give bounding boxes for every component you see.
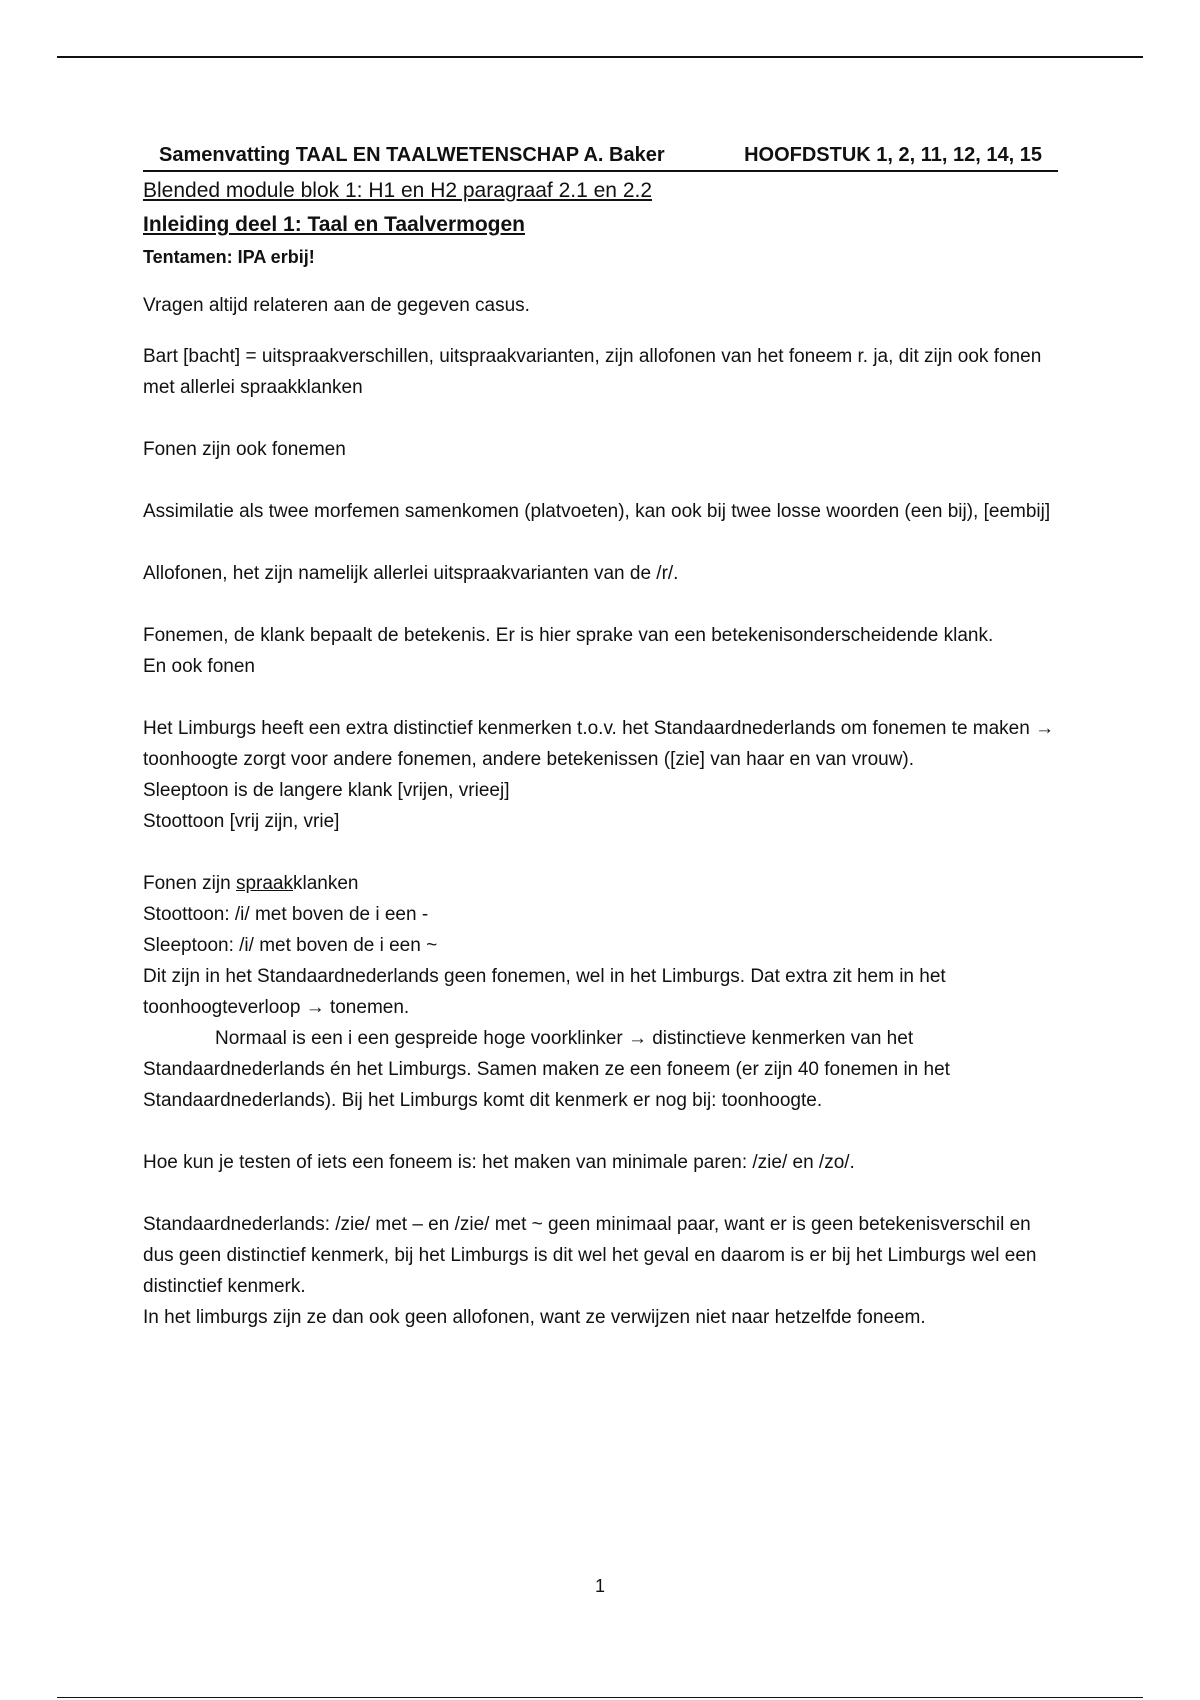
paragraph-line: In het limburgs zijn ze dan ook geen allofonen, want ze verwijzen niet naar hetzelfde foneem. xyxy=(143,1307,926,1328)
paragraph: Fonen zijn ook fonemen xyxy=(143,439,346,460)
paragraph-line xyxy=(143,868,1058,899)
text-run: Fonen zijn xyxy=(143,873,236,894)
paragraph: Assimilatie als twee morfemen samenkomen (platvoeten), kan ook bij twee losse woorden (een bij), [eembij] xyxy=(143,501,1051,522)
underlined-text: spraak xyxy=(235,873,293,894)
paragraph-line: Stoottoon [vrij zijn, vrie] xyxy=(143,811,340,832)
paragraph-line: Sleeptoon is de langere klank [vrijen, vrieej] xyxy=(143,780,510,801)
paragraph-line: En ook fonen xyxy=(143,656,255,677)
document-body xyxy=(143,140,1058,1333)
paragraph: Allofonen, het zijn namelijk allerlei uitspraakvarianten van de /r/. xyxy=(143,563,679,584)
paragraph: Bart [bacht] = uitspraakverschillen, uitspraakvarianten, zijn allofonen van het foneem r. ja, dit zijn ook fonen met allerlei spraakklanken xyxy=(143,346,1042,398)
section-title: Inleiding deel 1: Taal en Taalvermogen xyxy=(143,213,525,236)
paragraph-line: Het Limburgs heeft een extra distinctief kenmerken t.o.v. het Standaardnederlands om fonemen te maken → toonhoogte zorgt voor andere fonemen, andere betekenissen ([zie] van haar en van vrouw). xyxy=(143,718,1055,770)
paragraph: Vragen altijd relateren aan de gegeven casus. xyxy=(143,295,530,316)
bottom-rule xyxy=(57,1697,1143,1698)
paragraph-group xyxy=(143,713,1058,837)
document-header xyxy=(143,140,1058,172)
paragraph: Hoe kun je testen of iets een foneem is: het maken van minimale paren: /zie/ en /zo/. xyxy=(143,1152,855,1173)
page-number: 1 xyxy=(594,1576,605,1596)
paragraph-group xyxy=(143,868,1058,1116)
paragraph-line: Sleeptoon: /i/ met boven de i een ~ xyxy=(143,935,438,956)
blended-module-line: Blended module blok 1: H1 en H2 paragraaf 2.1 en 2.2 xyxy=(143,179,653,202)
paragraph-line: Normaal is een i een gespreide hoge voorklinker → distinctieve kenmerken van het Standaardnederlands én het Limburgs. Samen maken ze een foneem (er zijn 40 fonemen in het Standaardnederlands). Bij het Limburgs komt dit kenmerk er nog bij: toonhoogte. xyxy=(143,1028,950,1111)
exam-note: Tentamen: IPA erbij! xyxy=(143,247,315,267)
header-title-left: Samenvatting TAAL EN TAALWETENSCHAP A. Baker xyxy=(159,144,665,166)
paragraph-group xyxy=(143,1209,1058,1333)
paragraph-line: Fonemen, de klank bepaalt de betekenis. Er is hier sprake van een betekenisonderscheidende klank. xyxy=(143,625,994,646)
header-title-right: HOOFDSTUK 1, 2, 11, 12, 14, 15 xyxy=(744,144,1042,166)
paragraph-line: Stoottoon: /i/ met boven de i een - xyxy=(143,904,429,925)
paragraph-line: Dit zijn in het Standaardnederlands geen fonemen, wel in het Limburgs. Dat extra zit hem in het toonhoogteverloop → tonemen. xyxy=(143,966,946,1018)
text-run: klanken xyxy=(292,873,359,894)
top-rule xyxy=(57,56,1143,58)
paragraph-group xyxy=(143,620,1058,682)
paragraph-line: Standaardnederlands: /zie/ met – en /zie/ met ~ geen minimaal paar, want er is geen betekenisverschil en dus geen distinctief kenmerk, bij het Limburgs is dit wel het geval en daarom is er bij het Limburgs wel een distinctief kenmerk. xyxy=(143,1214,1037,1297)
